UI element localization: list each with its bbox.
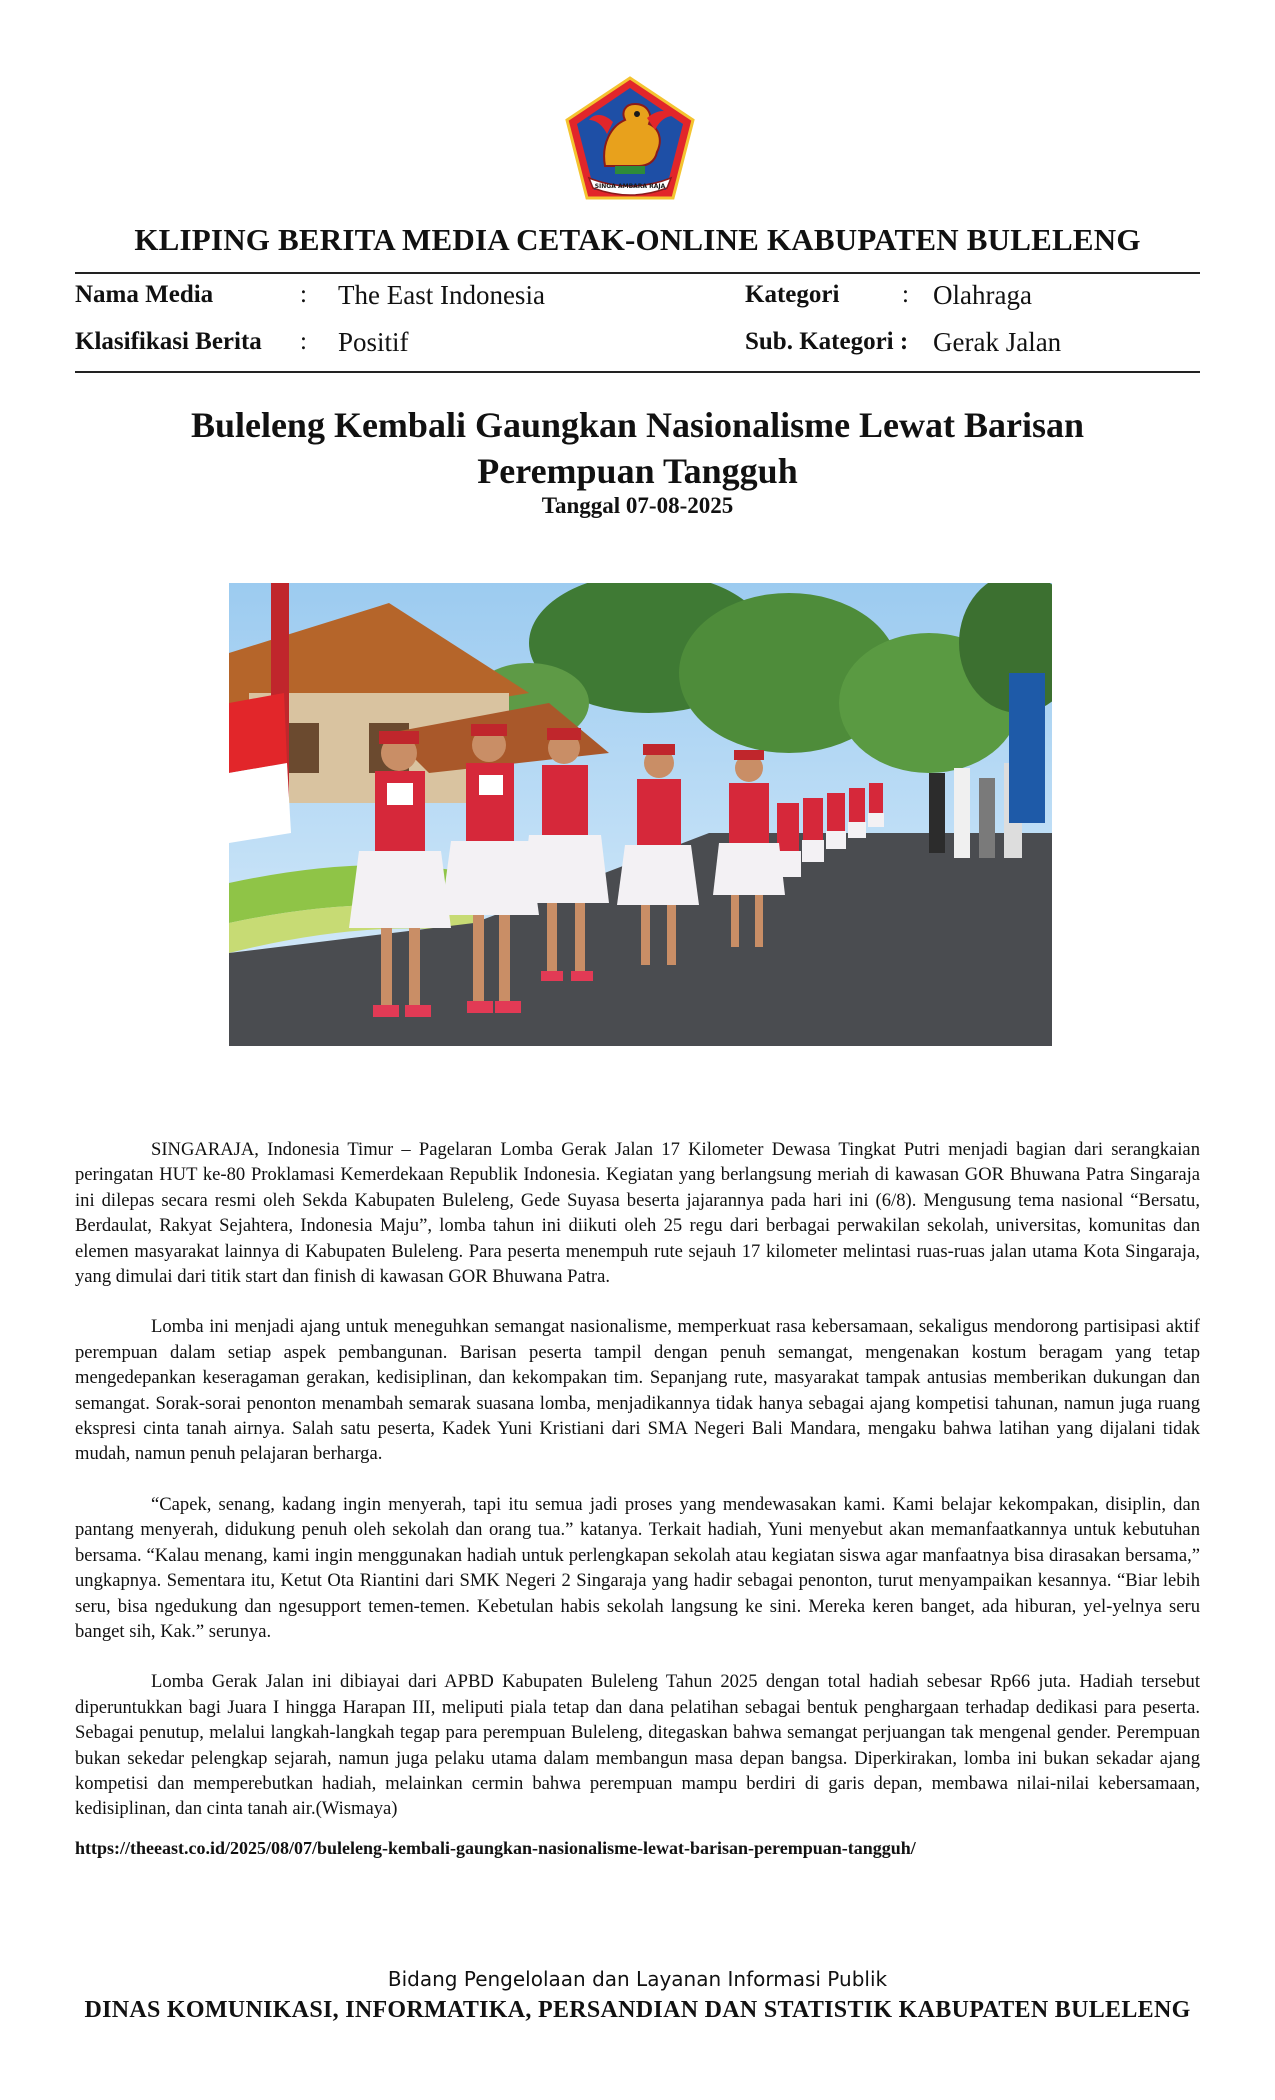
- article-paragraph-3: “Capek, senang, kadang ingin menyerah, tapi itu semua jadi proses yang mendewasakan kami. Kami belajar kekompakan, disiplin, dan pantang menyerah, didukung penuh oleh sekolah dan orang tua.” katanya. Terkait hadiah, Yuni menyebut akan memanfaatkannya untuk kebutuhan bersama. “Kalau menang, kami ingin menggunakan hadiah untuk perlengkapan sekolah atau kegiatan siswa agar manfaatnya bisa dirasakan bersama,” ungkapnya. Sementara itu, Ketut Ota Riantini dari SMK Negeri 2 Singaraja yang hadir sebagai penonton, turut menyampaikan kesannya. “Biar lebih seru, bisa ngedukung dan ngesupport temen-temen. Kebetulan habis sekolah langsung ke sini. Mereka keren banget, ada hiburan, yel-yelnya seru banget sih, Kak.” serunya.: [75, 1493, 1200, 1642]
- kategori-label: Kategori: [745, 281, 840, 308]
- buleleng-emblem-logo: [563, 74, 697, 202]
- article-title-line1: Buleleng Kembali Gaungkan Nasionalisme Lewat Barisan: [190, 405, 1085, 445]
- header-divider-bottom: [75, 371, 1200, 373]
- media-label: Nama Media: [75, 281, 214, 308]
- header-divider-top: [75, 272, 1200, 274]
- article-title: [130, 402, 1145, 494]
- subkategori-label: Sub. Kategori :: [745, 328, 909, 355]
- footer-subtitle: Bidang Pengelolaan dan Layanan Informasi Publik: [387, 1967, 888, 1991]
- kategori-colon: :: [902, 281, 909, 308]
- media-value: The East Indonesia: [338, 280, 545, 310]
- article-paragraph-4: Lomba Gerak Jalan ini dibiayai dari APBD Kabupaten Buleleng Tahun 2025 dengan total hadiah sebesar Rp66 juta. Hadiah tersebut diperuntukkan bagi Juara I hingga Harapan III, meliputi piala tetap dan dana pelatihan sebagai bentuk penghargaan terhadap dedikasi para peserta. Sebagai penutup, melalui langkah-langkah tegap para perempuan Buleleng, ditegaskan bahwa semangat perjuangan tak mengenal gender. Perempuan bukan sekedar pelengkap sejarah, namun juga pelaku utama dalam membangun masa depan bangsa. Diperkirakan, lomba ini bukan sekadar ajang kompetisi dan memperebutkan hadiah, melainkan cermin bahwa perempuan mampu berdiri di garis depan, membawa nilai-nilai kebersamaan, kedisiplinan, dan cinta tanah air.(Wismaya): [75, 1671, 1200, 1820]
- article-paragraph-1: SINGARAJA, Indonesia Timur – Pagelaran Lomba Gerak Jalan 17 Kilometer Dewasa Tingkat Putri menjadi bagian dari serangkaian peringatan HUT ke-80 Proklamasi Kemerdekaan Republik Indonesia. Kegiatan yang berlangsung meriah di kawasan GOR Bhuwana Patra Singaraja ini dilepas secara resmi oleh Sekda Kabupaten Buleleng, Gede Suyasa beserta jajarannya pada hari ini (6/8). Mengusung tema nasional “Bersatu, Berdaulat, Rakyat Sejahtera, Indonesia Maju”, lomba tahun ini diikuti oleh 25 regu dari berbagai perwakilan sekolah, universitas, komunitas dan elemen masyarakat lainnya di Kabupaten Buleleng. Para peserta menempuh rute sejauh 17 kilometer melintasi ruas-ruas jalan utama Kota Singaraja, yang dimulai dari titik start dan finish di kawasan GOR Bhuwana Patra.: [75, 1139, 1200, 1288]
- footer-title: DINAS KOMUNIKASI, INFORMATIKA, PERSANDIAN DAN STATISTIK KABUPATEN BULELENG: [84, 1997, 1191, 2023]
- parade-photo-illustration: [229, 583, 1052, 1046]
- article-title-line2: Perempuan Tangguh: [477, 451, 798, 491]
- article-photo-parade: [229, 583, 1052, 1046]
- article-paragraph-2: Lomba ini menjadi ajang untuk meneguhkan semangat nasionalisme, memperkuat rasa kebersamaan, sekaligus mendorong partisipasi aktif perempuan dalam setiap aspek pembangunan. Barisan peserta tampil dengan penuh semangat, mengenakan kostum beragam yang tetap mengedepankan keseragaman gerakan, kedisiplinan, dan kekompakan tim. Sepanjang rute, masyarakat tampak antusias memberikan dukungan dan semangat. Sorak-sorai penonton menambah semarak suasana lomba, menjadikannya tidak hanya sebagai ajang kompetisi tahunan, namun juga ruang ekspresi cinta tanah airnya. Salah satu peserta, Kadek Yuni Kristiani dari SMA Negeri Bali Mandara, mengaku bahwa latihan yang dijalani tidak mudah, namun penuh pelajaran berharga.: [75, 1316, 1200, 1465]
- subkategori-value: Gerak Jalan: [933, 327, 1062, 357]
- kliping-title: KLIPING BERITA MEDIA CETAK-ONLINE KABUPATEN BULELENG: [134, 222, 1141, 257]
- source-url-link[interactable]: https://theeast.co.id/2025/08/07/buleleng-kembali-gaungkan-nasionalisme-lewat-barisan-perempuan-tangguh/: [75, 1838, 916, 1858]
- article-body: [75, 1137, 1200, 1847]
- media-colon: :: [300, 281, 307, 308]
- emblem-ribbon-text: SINGA AMBARA RAJA: [594, 183, 666, 190]
- lion-emblem-icon: [563, 74, 697, 202]
- klasifikasi-colon: :: [300, 328, 307, 355]
- kategori-value: Olahraga: [933, 280, 1032, 310]
- article-date: Tanggal 07-08-2025: [541, 493, 734, 518]
- klasifikasi-value: Positif: [338, 327, 409, 357]
- klasifikasi-label: Klasifikasi Berita: [75, 328, 262, 355]
